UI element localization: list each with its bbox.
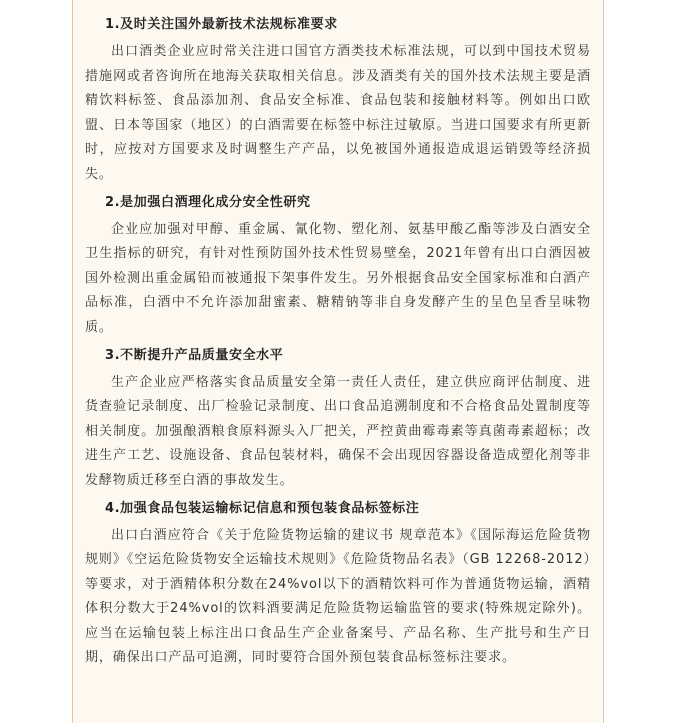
- section-heading: 2.是加强白酒理化成分安全性研究: [105, 194, 311, 210]
- section-2: [85, 192, 591, 341]
- section-paragraph: 生产企业应严格落实食品质量安全第一责任人责任，建立供应商评估制度、进货查验记录制度、出厂检验记录制度、出口食品追溯制度和不合格食品处置制度等相关制度。加强酿酒粮食原料源头入厂把关，严控黄曲霉毒素等真菌毒素超标；改进生产工艺、设施设备、食品包装材料，确保不会出现因容器设备造成塑化剂等非发酵物质迁移至白酒的事故发生。: [85, 374, 591, 488]
- section-paragraph: 出口酒类企业应时常关注进口国官方酒类技术标准法规，可以到中国技术贸易措施网或者咨询所在地海关获取相关信息。涉及酒类有关的国外技术法规主要是酒精饮料标签、食品添加剂、食品安全标准、食品包装和接触材料等。例如出口欧盟、日本等国家（地区）的白酒需要在标签中标注过敏原。当进口国要求有所更新时，应按对方国要求及时调整生产产品，以免被国外通报造成退运销毁等经济损失。: [85, 44, 591, 182]
- section-heading: 4.加强食品包装运输标记信息和预包装食品标签标注: [105, 500, 420, 516]
- article-page: [72, 0, 604, 723]
- section-1: [85, 14, 591, 188]
- section-3: [85, 345, 591, 494]
- section-paragraph: 企业应加强对甲醇、重金属、氰化物、塑化剂、氨基甲酸乙酯等涉及白酒安全卫生指标的研究，有针对性预防国外技术性贸易壁垒，2021年曾有出口白酒因被国外检测出重金属铅而被通报下架事件发生。另外根据食品安全国家标准和白酒产品标准，白酒中不允许添加甜蜜素、糖精钠等非自身发酵产生的呈色呈香呈味物质。: [85, 221, 591, 335]
- section-heading: 1.及时关注国外最新技术法规标准要求: [105, 17, 338, 32]
- section-paragraph: 出口白酒应符合《关于危险货物运输的建议书 规章范本》《国际海运危险货物规则》《空运危险货物安全运输技术规则》《危险货物品名表》（GB 12268-2012）等要求，对于酒精体积分数在24%vol以下的酒精饮料可作为普通货物运输，酒精体积分数大于24%vol的饮料酒要满足危险货物运输监管的要求(特殊规定除外)。应当在运输包装上标注出口食品生产企业备案号、产品名称、生产批号和生产日期，确保出口产品可追溯，同时要符合国外预包装食品标签标注要求。: [85, 527, 591, 666]
- section-4: [85, 498, 591, 672]
- section-heading: 3.不断提升产品质量安全水平: [105, 347, 284, 363]
